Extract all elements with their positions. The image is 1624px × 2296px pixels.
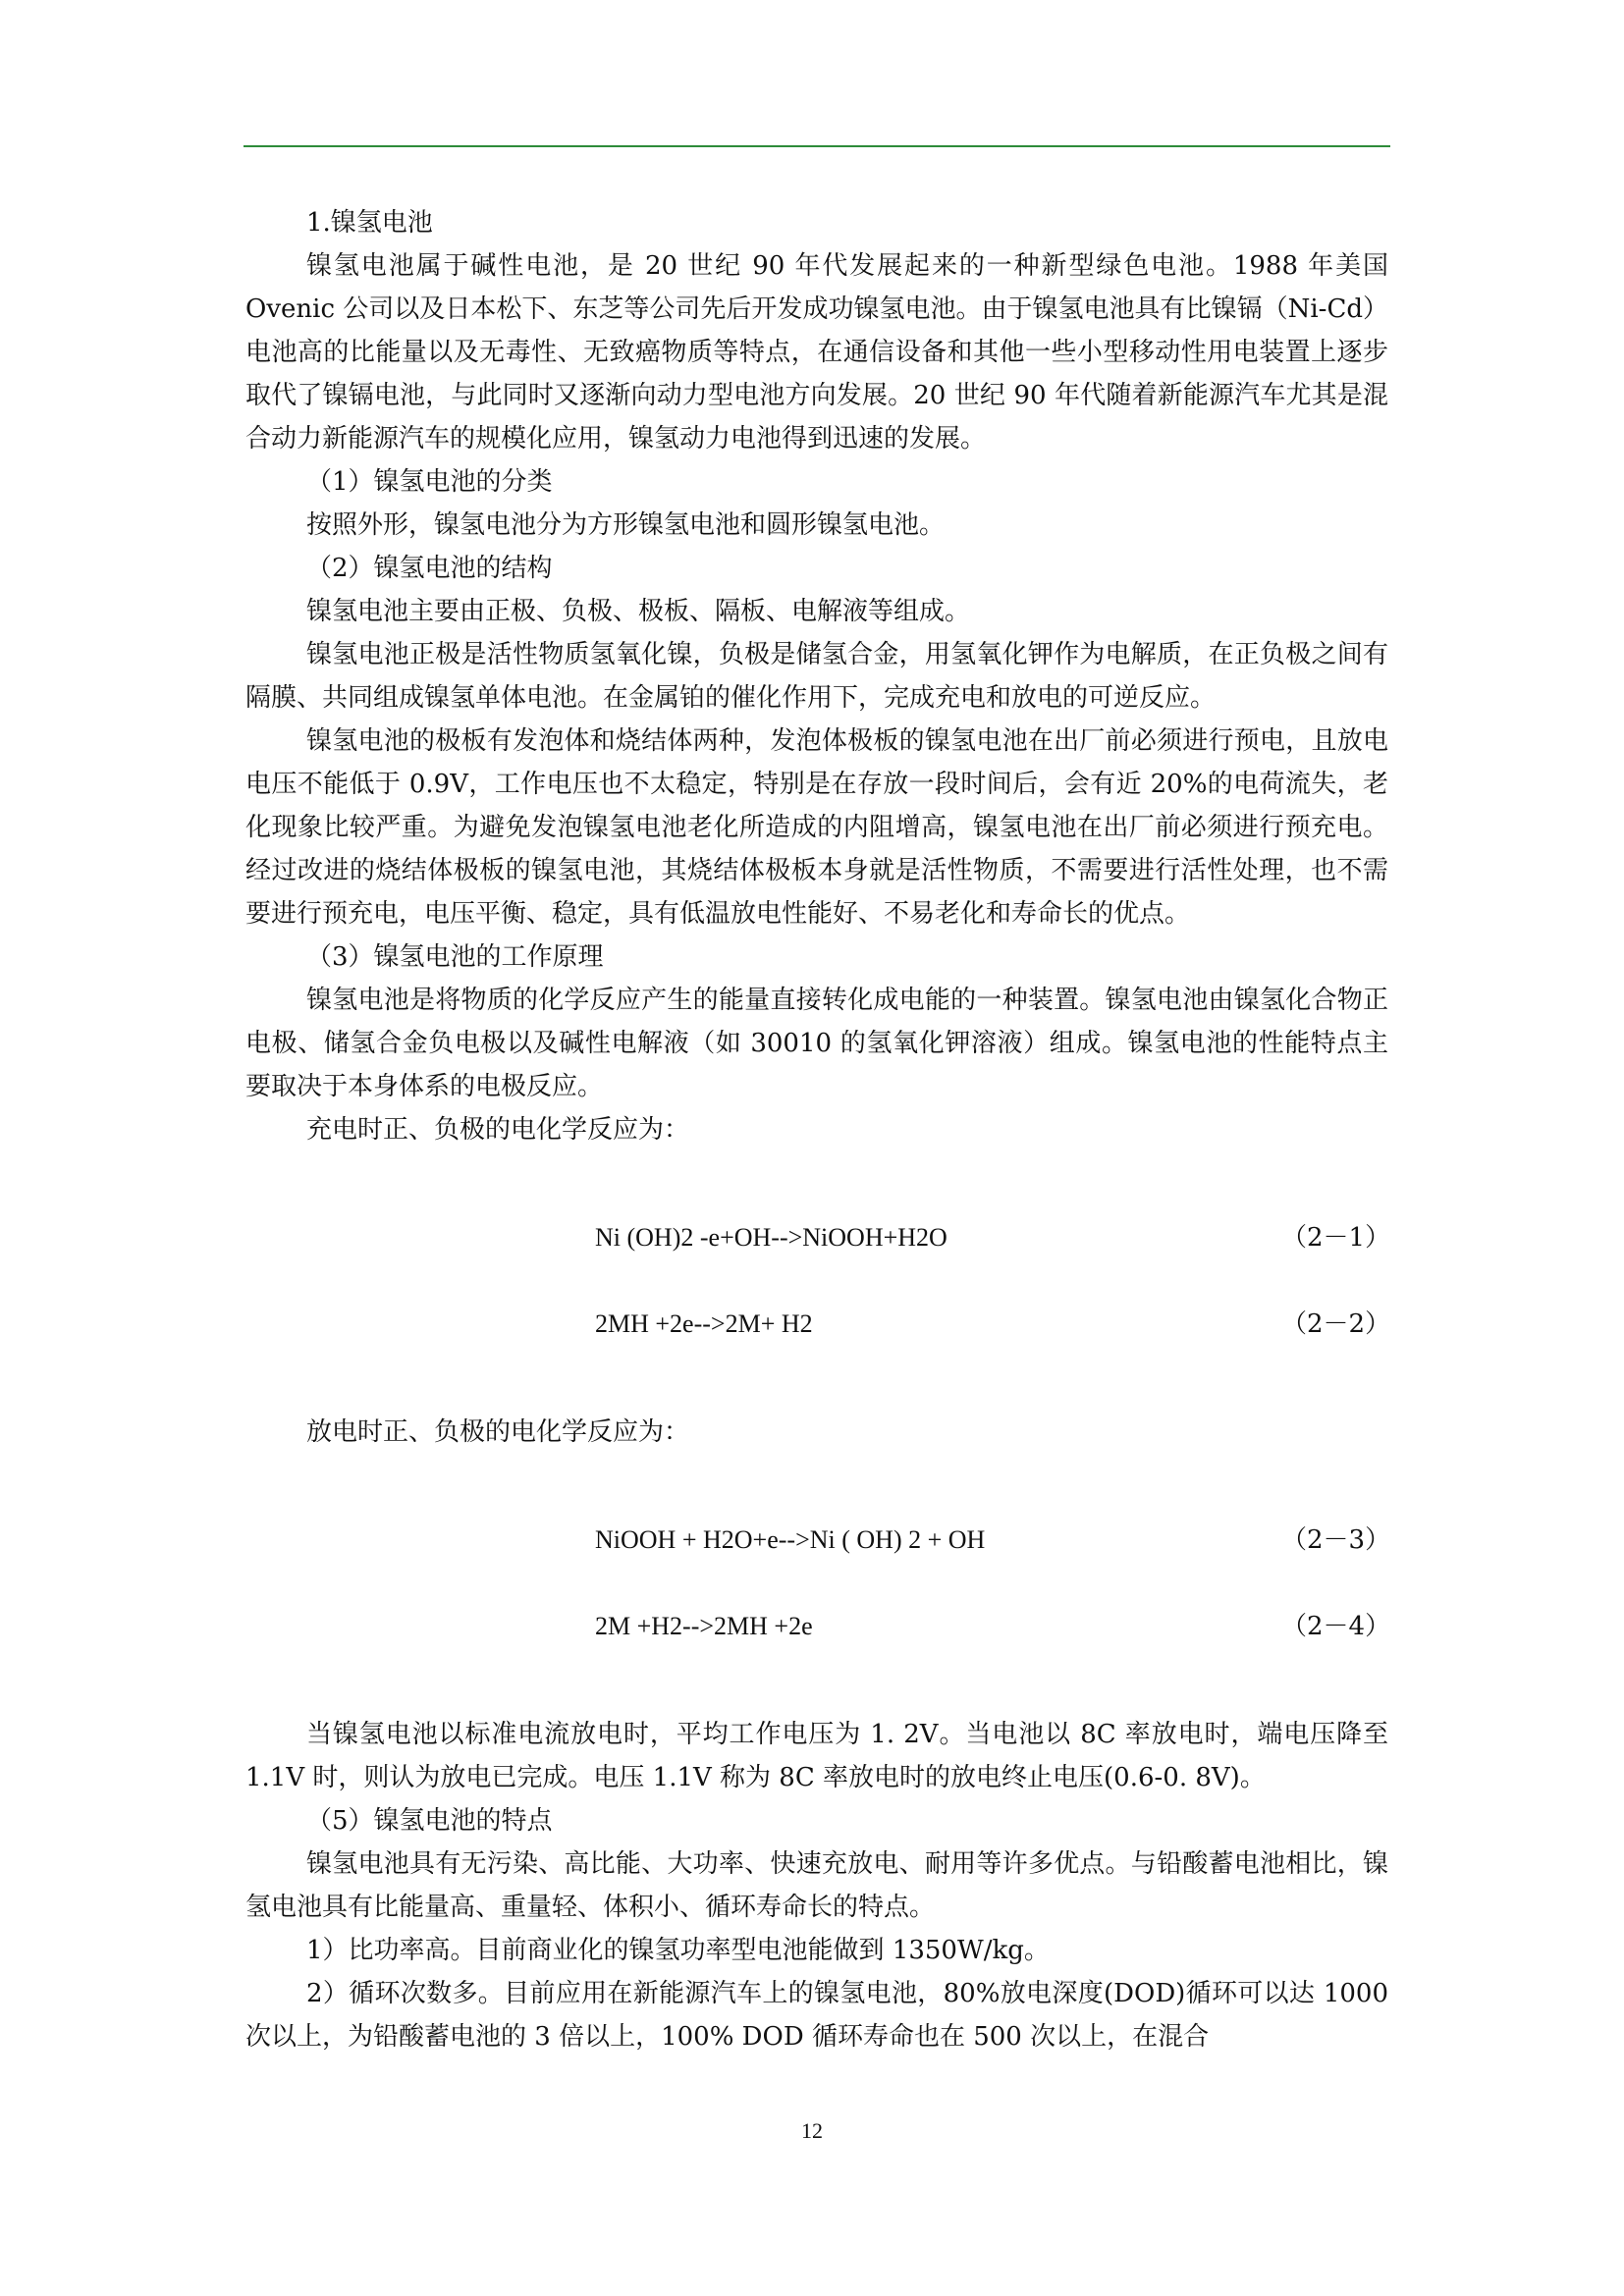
subsection-heading-classification: （1）镍氢电池的分类	[306, 467, 553, 497]
equation-2-1: Ni (OH)2 -e+OH-->NiOOH+H2O	[595, 1223, 947, 1252]
paragraph-principle: 镍氢电池是将物质的化学反应产生的能量直接转化成电能的一种装置。镍氢电池由镍氢化合物正电极、储氢合金负电极以及碱性电解液（如 30010 的氢氧化钾溶液）组成。镍氢电池的性能特点主要取决于本身体系的电极反应。	[245, 986, 1388, 1101]
equation-number-2-4: （2－4）	[1281, 1612, 1391, 1641]
discharge-intro: 放电时正、负极的电化学反应为：	[306, 1417, 690, 1447]
paragraph-classification: 按照外形，镍氢电池分为方形镍氢电池和圆形镍氢电池。	[306, 510, 946, 540]
equation-block-2-2	[245, 1281, 1391, 1367]
equation-block-2-3	[245, 1497, 1391, 1583]
document-body	[245, 201, 1391, 2058]
feature-item-2: 2）循环次数多。目前应用在新能源汽车上的镍氢电池，80%放电深度(DOD)循环可以达 1000 次以上，为铅酸蓄电池的 3 倍以上，100% DOD 循环寿命也在 500 次以上，在混合	[245, 1979, 1388, 2052]
equation-block-2-4	[245, 1583, 1391, 1670]
paragraph-structure-3: 镍氢电池的极板有发泡体和烧结体两种，发泡体极板的镍氢电池在出厂前必须进行预电，且放电电压不能低于 0.9V，工作电压也不太稳定，特别是在存放一段时间后，会有近 20%的电荷流失，老化现象比较严重。为避免发泡镍氢电池老化所造成的内阻增高，镍氢电池在出厂前必须进行预充电。经过改进的烧结体极板的镍氢电池，其烧结体极板本身就是活性物质，不需要进行活性处理，也不需要进行预充电，电压平衡、稳定，具有低温放电性能好、不易老化和寿命长的优点。	[245, 726, 1388, 929]
feature-item-1: 1）比功率高。目前商业化的镍氢功率型电池能做到 1350W/kg。	[306, 1936, 1050, 1965]
header-rule	[244, 145, 1390, 147]
subsection-heading-structure: （2）镍氢电池的结构	[306, 554, 553, 583]
equation-number-2-3: （2－3）	[1281, 1525, 1391, 1555]
equation-2-4: 2M +H2-->2MH +2e	[595, 1612, 813, 1640]
paragraph-structure-2: 镍氢电池正极是活性物质氢氧化镍，负极是储氢合金，用氢氧化钾作为电解质，在正负极之间有隔膜、共同组成镍氢单体电池。在金属铂的催化作用下，完成充电和放电的可逆反应。	[245, 640, 1388, 713]
equation-number-2-2: （2－2）	[1281, 1309, 1391, 1339]
equation-2-2: 2MH +2e-->2M+ H2	[595, 1309, 813, 1338]
charge-intro: 充电时正、负极的电化学反应为：	[306, 1115, 690, 1145]
paragraph-intro: 镍氢电池属于碱性电池，是 20 世纪 90 年代发展起来的一种新型绿色电池。1988 年美国 Ovenic 公司以及日本松下、东芝等公司先后开发成功镍氢电池。由于镍氢电池具有比镍镉（Ni-Cd）电池高的比能量以及无毒性、无致癌物质等特点，在通信设备和其他一些小型移动性用电装置上逐步取代了镍镉电池，与此同时又逐渐向动力型电池方向发展。20 世纪 90 年代随着新能源汽车尤其是混合动力新能源汽车的规模化应用，镍氢动力电池得到迅速的发展。	[245, 251, 1388, 454]
subsection-heading-features: （5）镍氢电池的特点	[306, 1806, 553, 1836]
paragraph-structure-1: 镍氢电池主要由正极、负极、极板、隔板、电解液等组成。	[306, 597, 971, 626]
equation-number-2-1: （2－1）	[1281, 1223, 1391, 1253]
paragraph-features: 镍氢电池具有无污染、高比能、大功率、快速充放电、耐用等许多优点。与铅酸蓄电池相比，镍氢电池具有比能量高、重量轻、体积小、循环寿命长的特点。	[245, 1849, 1388, 1922]
paragraph-voltage: 当镍氢电池以标准电流放电时，平均工作电压为 1. 2V。当电池以 8C 率放电时，端电压降至 1.1V 时，则认为放电已完成。电压 1.1V 称为 8C 率放电时的放电终止电压(0.6-0. 8V)。	[245, 1720, 1388, 1792]
subsection-heading-principle: （3）镍氢电池的工作原理	[306, 942, 604, 972]
equation-2-3: NiOOH + H2O+e-->Ni ( OH) 2 + OH	[595, 1525, 986, 1554]
equation-block-2-1	[245, 1195, 1391, 1281]
section-heading: 1.镍氢电池	[306, 208, 433, 238]
page-number: 12	[801, 2118, 823, 2143]
